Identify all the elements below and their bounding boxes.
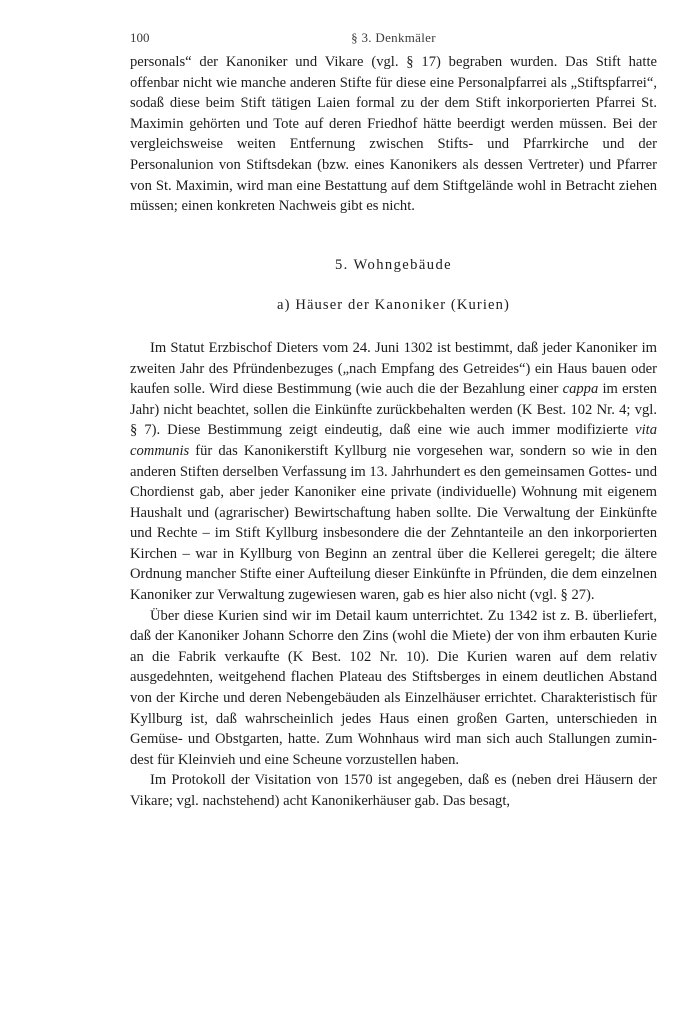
term-cappa: cappa: [562, 381, 599, 398]
book-page: [130, 30, 657, 812]
page-number: 100: [130, 30, 150, 45]
subsection-heading: a) Häuser der Kanoniker (Kurien): [277, 297, 510, 314]
paragraph-continued: personals“ der Kanoniker und Vikare (vgl. § 17) begraben wurden. Das Stift hatte offenbar nicht wie manche anderen Stifte für diese eine Personalpfarrei als „Stiftspfarrei“, sodaß diese beim Stift tätigen Laien formal zu der dem Stift inkorporierten Pfarrei St. Maximin gehörten und Tote auf deren Friedhof hätte beerdigt werden müssen. Bei der vergleichsweise weiten Entfernung zwischen Stifts- und Pfarrkirche und der Personalunion von Stiftsdekan (bzw. eines Kanonikers als dessen Vertreter) und Pfarrer von St. Maximin, wird man eine Bestattung auf dem Stiftgelände wohl in Betracht ziehen müssen; einen konkreten Nachweis gibt es nicht.: [130, 54, 657, 215]
section-heading: 5. Wohngebäude: [334, 256, 453, 273]
paragraph-kurien: Über diese Kurien sind wir im Detail kaum unterrichtet. Zu 1342 ist z. B. überliefert, daß der Kanoniker Johann Schorre den Zins (wohl die Miete) der von ihm erbauten Kurie an die Fabrik verkaufte (K Best. 102 Nr. 10). Die Kurien waren auf dem relativ ausgedehnten, weitgehend flachen Plateau des Stiftsberges in einem deutlichen Abstand von der Kirche und deren Nebengebäuden als Einzelhäuser errichtet. Charakteristisch für Kyllburg ist, daß wahrscheinlich jedes Haus einen großen Garten, unterschieden in Gemüse- und Obstgarten, hatte. Zum Wohnhaus wird man sich auch Stallungen zumindest für Kleinvieh und eine Scheune vorzustellen haben.: [130, 607, 657, 768]
paragraph-statut-part-2: im ersten Jahr) nicht beachtet, sollen die Einkünfte zurückbehalten werden (K Best. 102 Nr. 4; vgl. § 7). Diese Bestimmung zeigt eindeutig, daß eine wie auch immer modifizierte: [130, 381, 657, 439]
paragraph-statut: [130, 338, 657, 606]
term-vita-communis: vita communis: [130, 422, 657, 459]
paragraph-visitation: Im Protokoll der Visitation von 1570 ist angegeben, daß es (neben drei Häusern der Vikare; vgl. nachstehend) acht Kanonikerhäuser gab. Das besagt,: [130, 772, 657, 809]
paragraph-statut-part-3: für das Kanonikerstift Kyllburg nie vorgesehen war, sondern so wie in den anderen Stiften derselben Verfassung im 13. Jahrhundert es den gemeinsamen Gottes- und Chordienst gab, aber jeder Kanoniker eine private (individuelle) Wohnung mit eigenem Haushalt und (agrarischer) Bewirtschaftung haben sollte. Die Verwaltung der Einkünfte und Rechte – im Stift Kyllburg insbesondere die der Zehntanteile an den inkorporierten Kirchen – war in Kyllburg von Beginn an zentral über die Kellerei geregelt; die ältere Ordnung mancher Stifte einer Aufteilung dieser Einkünfte in Pfründen, die dem einzelnen Kanoniker zur Verwaltung zugewiesen waren, gab es hier also nicht (vgl. § 27).: [130, 442, 657, 604]
running-head: [130, 30, 657, 52]
paragraph-statut-part-1: Im Statut Erzbischof Dieters vom 24. Juni 1302 ist bestimmt, daß jeder Kanoniker im zweiten Jahr des Pfründenbezuges („nach Empfang des Getreides“) ein Haus bauen oder kaufen solle. Wird diese Bestimmung (wie auch die der Bezahlung einer: [130, 339, 657, 398]
running-title: § 3. Denkmäler: [351, 30, 436, 45]
